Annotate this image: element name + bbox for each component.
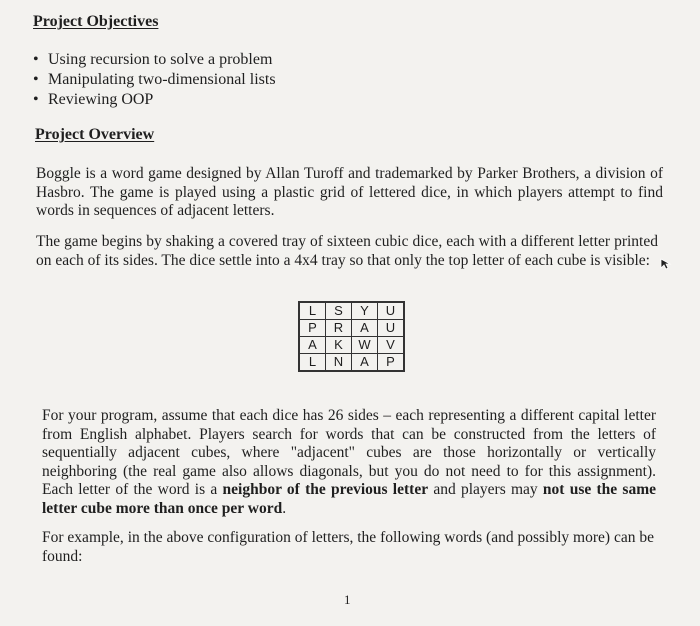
grid-cell: L [299,302,326,320]
grid-row [299,320,404,337]
rules-paragraph [42,407,656,518]
objectives-heading: Project Objectives [33,13,159,30]
objective-item-3: • Reviewing OOP [33,90,276,110]
grid-cell: R [326,320,352,337]
overview-paragraph-2: The game begins by shaking a covered tray of sixteen cubic dice, each with a different letter printed on each of its sides. The dice settle into a 4x4 tray so that only the top letter of each cube is visible: [36,233,658,269]
rules-text-1: For your program, assume that each dice has 26 sides – each representing a different capital letter from English alphabet. Players search for words that can be constructed from the letters of sequentially adjacent cubes, where "adjacent" cubes are those horizontally or vertically neighboring (the real game also allows diagonals, but you do not need to for this assignment). Each letter of the word is a [42,407,656,498]
boggle-grid [298,301,405,372]
grid-cell: A [352,354,378,372]
mouse-cursor-icon [660,258,672,270]
grid-cell: Y [352,302,378,320]
grid-row [299,302,404,320]
objective-item-2: • Manipulating two-dimensional lists [33,70,276,90]
rules-bold-2: not use the same letter cube more than once per word [42,481,656,517]
overview-paragraph-1: Boggle is a word game designed by Allan Turoff and trademarked by Parker Brothers, a division of Hasbro. The game is played using a plastic grid of lettered dice, in which players attempt to find words in sequences of adjacent letters. [36,165,663,219]
overview-heading: Project Overview [35,126,155,143]
grid-cell: N [326,354,352,372]
grid-cell: W [352,337,378,354]
grid-cell: K [326,337,352,354]
rules-bold-1: neighbor of the previous letter [222,481,429,498]
grid-cell: L [299,354,326,372]
grid-cell: P [378,354,405,372]
rules-text-2: and players may [428,481,543,498]
grid-cell: P [299,320,326,337]
grid-cell: S [326,302,352,320]
grid-cell: A [352,320,378,337]
objective-item-1: • Using recursion to solve a problem [33,50,276,70]
grid-row [299,354,404,372]
page-number: 1 [344,592,351,607]
grid-cell: V [378,337,405,354]
example-paragraph: For example, in the above configuration of letters, the following words (and possibly more) can be found: [42,529,654,565]
grid-cell: U [378,320,405,337]
objectives-list [33,50,276,110]
grid-cell: U [378,302,405,320]
grid-cell: A [299,337,326,354]
rules-text-3: . [282,499,287,517]
grid-row [299,337,404,354]
